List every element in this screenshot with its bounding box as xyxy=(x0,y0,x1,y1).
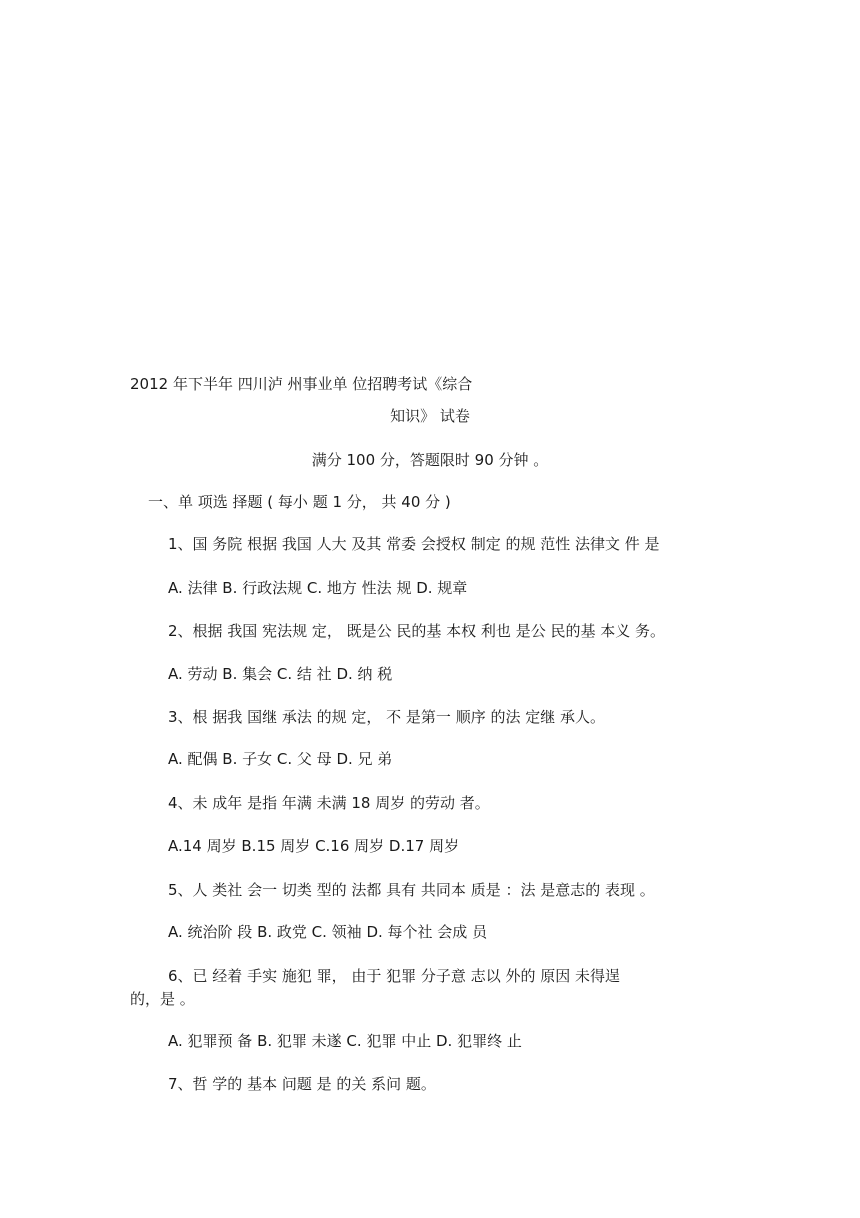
question-1-options: A. 法律 B. 行政法规 C. 地方 性法 规 D. 规章 xyxy=(168,579,468,597)
question-7-stem: 7、哲 学的 基本 问题 是 的关 系问 题。 xyxy=(168,1075,436,1093)
exam-subtitle: 满分 100 分，答题限时 90 分钟 。 xyxy=(311,451,549,469)
question-4-stem: 4、未 成年 是指 年满 未满 18 周岁 的劳动 者。 xyxy=(168,794,490,812)
question-6-options: A. 犯罪预 备 B. 犯罪 未遂 C. 犯罪 中止 D. 犯罪终 止 xyxy=(168,1032,522,1050)
question-2-stem: 2、根据 我国 宪法规 定， 既是公 民的基 本权 利也 是公 民的基 本义 务。 xyxy=(168,622,665,640)
question-5-stem: 5、人 类社 会一 切类 型的 法都 具有 共同本 质是 ：法 是意志的 表现 。 xyxy=(168,881,655,899)
question-6-stem: 6、已 经着 手实 施犯 罪， 由于 犯罪 分子意 志以 外的 原因 未得逞 xyxy=(168,967,620,985)
question-1-stem: 1、国 务院 根据 我国 人大 及其 常委 会授权 制定 的规 范性 法律文 件 是 xyxy=(168,535,660,553)
question-3-stem: 3、根 据我 国继 承法 的规 定， 不 是第一 顺序 的法 定继 承人。 xyxy=(168,708,605,726)
title-line-1: 2012 年下半年 四川泸 州事业单 位招聘考试《综合 xyxy=(130,375,473,393)
section-heading: 一、单 项选 择题 ( 每小 题 1 分， 共 40 分 ) xyxy=(148,493,451,511)
title-line-2: 知识》 试卷 xyxy=(390,407,470,425)
question-4-options: A.14 周岁 B.15 周岁 C.16 周岁 D.17 周岁 xyxy=(168,837,460,855)
question-3-options: A. 配偶 B. 子女 C. 父 母 D. 兄 弟 xyxy=(168,750,393,768)
question-5-options: A. 统治阶 段 B. 政党 C. 领袖 D. 每个社 会成 员 xyxy=(168,923,488,941)
question-2-options: A. 劳动 B. 集会 C. 结 社 D. 纳 税 xyxy=(168,665,393,683)
question-6-stem-continued: 的，是 。 xyxy=(130,990,195,1008)
